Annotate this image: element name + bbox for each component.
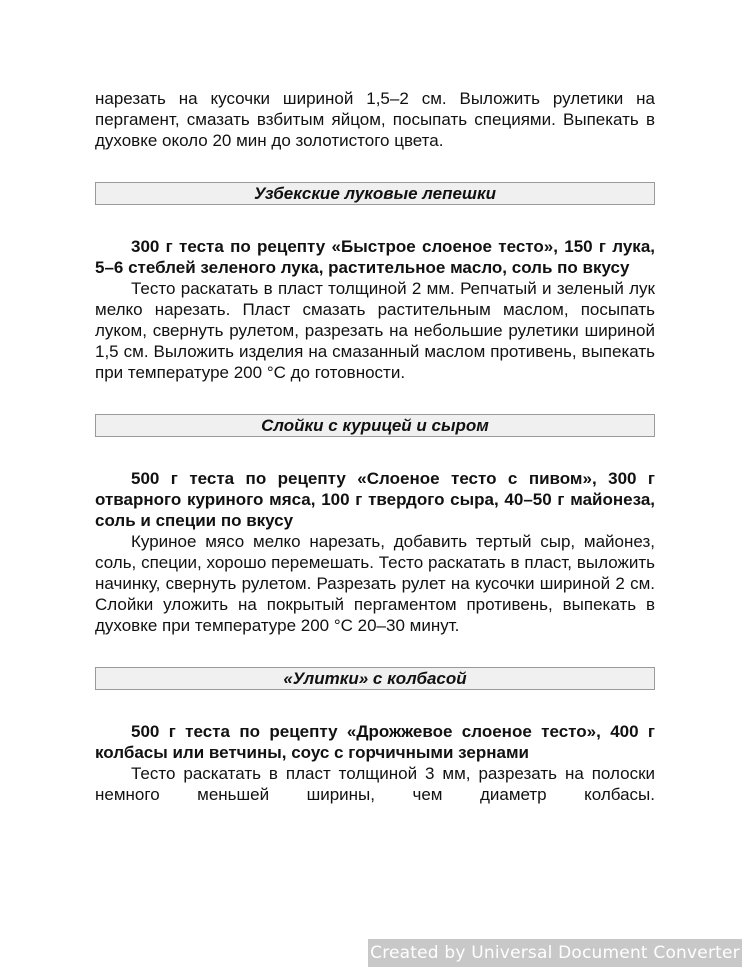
document-page <box>95 88 655 805</box>
intro-paragraph: нарезать на кусочки шириной 1,5–2 см. Выложить рулетики на пергамент, смазать взбитым яйцом, посыпать специями. Выпекать в духовке около 20 мин до золотистого цвета. <box>95 89 655 150</box>
recipe-ingredients-uzbek-flatbread: 300 г теста по рецепту «Быстрое слоеное тесто», 150 г лука, 5–6 стеблей зеленого лука, растительное масло, соль по вкусу <box>95 237 655 277</box>
recipe-title-uzbek-flatbread: Узбекские луковые лепешки <box>95 182 655 205</box>
recipe-ingredients-sausage-snails: 500 г теста по рецепту «Дрожжевое слоеное тесто», 400 г колбасы или ветчины, соус с горчичными зернами <box>95 722 655 762</box>
recipe-method-sausage-snails: Тесто раскатать в пласт толщиной 3 мм, разрезать на полоски немного меньшей ширины, чем диаметр колбасы. <box>95 764 655 804</box>
recipe-method-chicken-cheese-puffs: Куриное мясо мелко нарезать, добавить тертый сыр, майонез, соль, специи, хорошо перемешать. Тесто раскатать в пласт, выложить начинку, свернуть рулетом. Разрезать рулет на кусочки шириной 2 см. Слойки уложить на покрытый пергаментом противень, выпекать в духовке при температуре 200 °С 20–30 минут. <box>95 532 655 635</box>
recipe-method-uzbek-flatbread: Тесто раскатать в пласт толщиной 2 мм. Репчатый и зеленый лук мелко нарезать. Пласт смазать растительным маслом, посыпать луком, свернуть рулетом, разрезать на небольшие рулетики шириной 1,5 см. Выложить изделия на смазанный маслом противень, выпекать при температуре 200 °С до готовности. <box>95 279 655 382</box>
converter-watermark: Created by Universal Document Converter <box>368 939 742 967</box>
recipe-title-chicken-cheese-puffs: Слойки с курицей и сыром <box>95 414 655 437</box>
recipe-ingredients-chicken-cheese-puffs: 500 г теста по рецепту «Слоеное тесто с пивом», 300 г отварного куриного мяса, 100 г твердого сыра, 40–50 г майонеза, соль и специи по вкусу <box>95 469 655 530</box>
recipe-title-sausage-snails: «Улитки» с колбасой <box>95 667 655 690</box>
